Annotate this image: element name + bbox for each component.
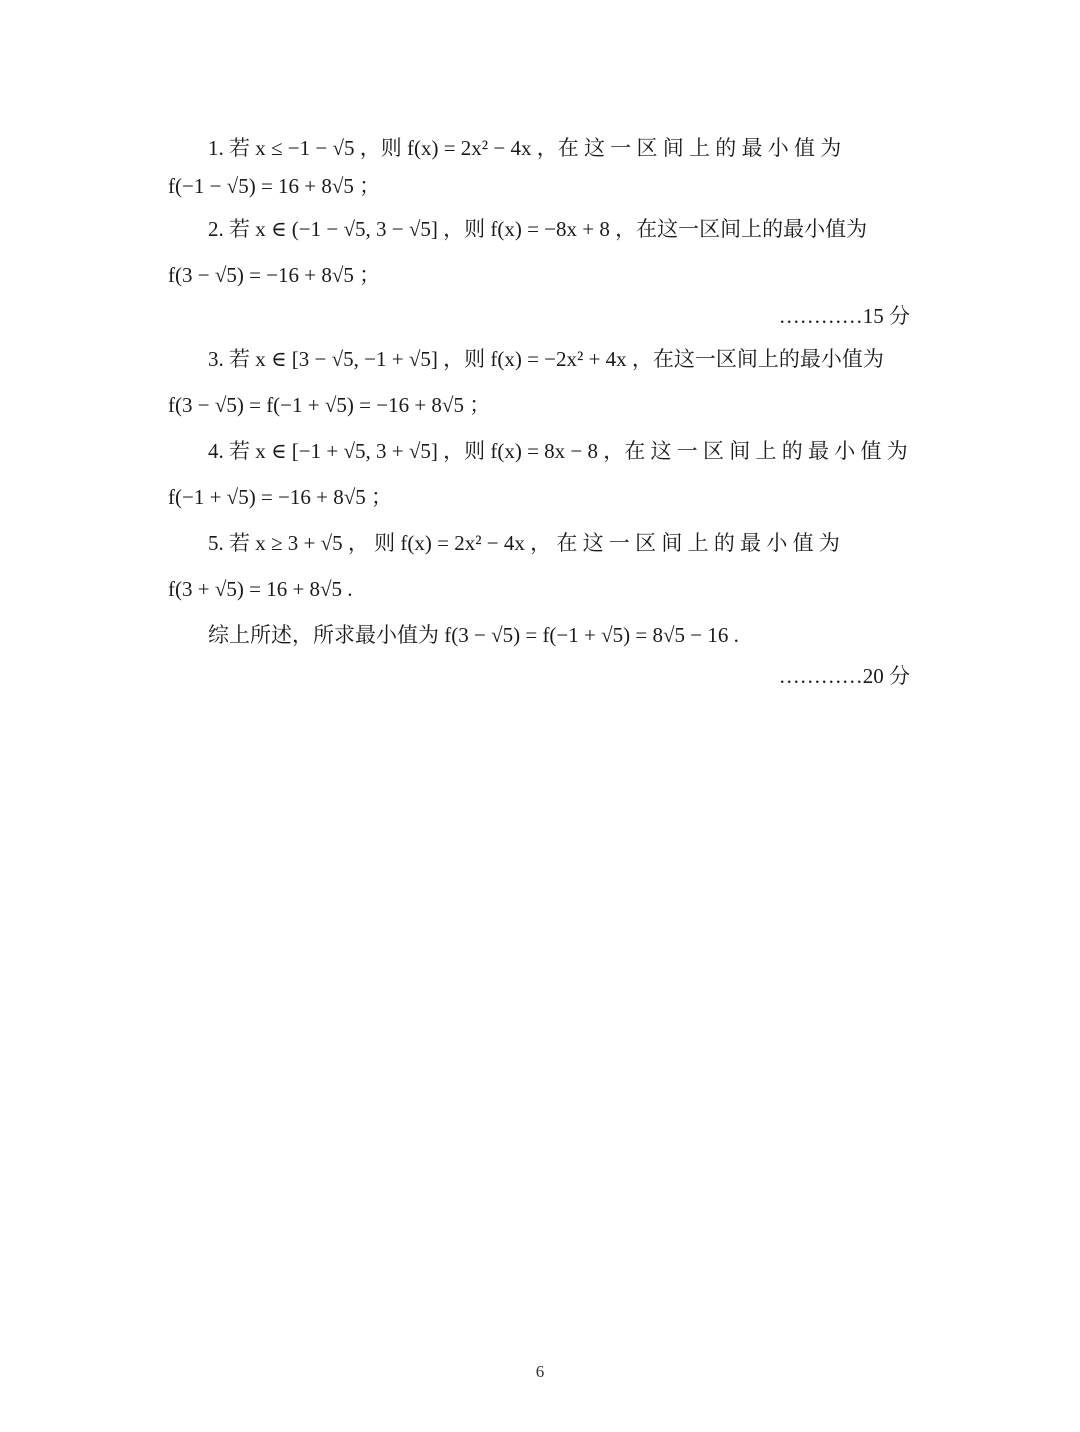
summary-conclusion: 综上所述，所求最小值为 f(3 − √5) = f(−1 + √5) = 8√5 − 16 . — [208, 623, 739, 647]
case-4-result: f(−1 + √5) = −16 + 8√5 ； — [168, 485, 392, 509]
case-1-condition: 1. 若 x ≤ −1 − √5 ，则 f(x) = 2x² − 4x ，在 这 一 区 间 上 的 最 小 值 为 — [208, 136, 842, 160]
score-marker-20: …………20 分 — [778, 664, 910, 688]
page-number: 6 — [535, 1362, 545, 1381]
case-1-result: f(−1 − √5) = 16 + 8√5 ； — [168, 174, 381, 198]
case-5-condition: 5. 若 x ≥ 3 + √5 ， 则 f(x) = 2x² − 4x ， 在 这 一 区 间 上 的 最 小 值 为 — [208, 531, 840, 555]
case-2-result: f(3 − √5) = −16 + 8√5 ； — [168, 263, 381, 287]
case-4-condition: 4. 若 x ∈ [−1 + √5, 3 + √5] ，则 f(x) = 8x − 8 ，在 这 一 区 间 上 的 最 小 值 为 — [208, 439, 908, 463]
case-3-condition: 3. 若 x ∈ [3 − √5, −1 + √5] ，则 f(x) = −2x² + 4x ，在这一区间上的最小值为 — [208, 347, 884, 371]
case-5-result: f(3 + √5) = 16 + 8√5 . — [168, 577, 353, 601]
solution-body — [168, 130, 920, 696]
case-2-condition: 2. 若 x ∈ (−1 − √5, 3 − √5] ，则 f(x) = −8x + 8 ，在这一区间上的最小值为 — [208, 217, 868, 241]
score-marker-15: …………15 分 — [778, 304, 910, 328]
case-3-result: f(3 − √5) = f(−1 + √5) = −16 + 8√5 ； — [168, 393, 491, 417]
